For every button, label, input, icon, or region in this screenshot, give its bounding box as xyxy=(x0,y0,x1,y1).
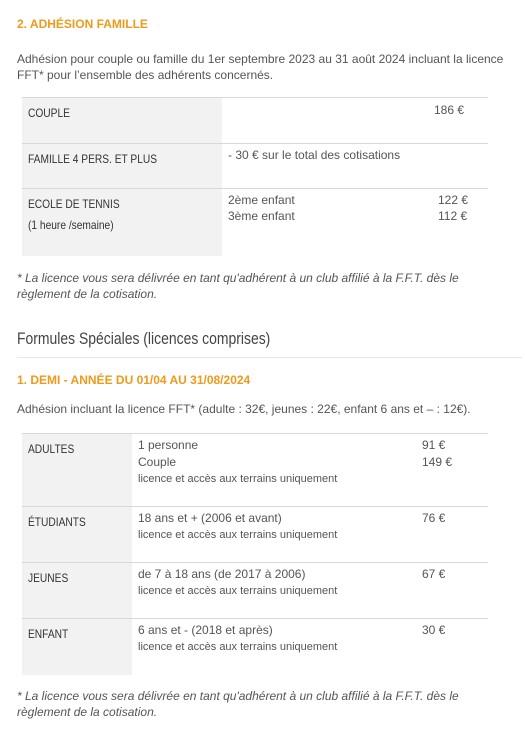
row-price: 186 € xyxy=(434,103,465,117)
row-price: 91 € xyxy=(422,438,446,452)
intro-line: Adhésion pour couple ou famille du 1er septembre 2023 au 31 août 2024 incluant la licence xyxy=(17,52,504,66)
formules-intro: Adhésion incluant la licence FFT* (adulte : 32€, jeunes : 22€, enfant 6 ans et – : 12€). xyxy=(17,402,471,416)
row-label: JEUNES xyxy=(28,571,69,585)
intro-line: FFT* pour l’ensemble des adhérents concernés. xyxy=(17,68,274,82)
row-label-cell xyxy=(22,98,222,144)
row-price: 67 € xyxy=(422,567,446,581)
row-price: 112 € xyxy=(438,209,468,223)
table-row xyxy=(22,506,488,563)
row-subtext: licence et accès aux terrains uniquement xyxy=(138,641,338,653)
row-label: ENFANT xyxy=(28,627,69,641)
section-title-adhesion-famille: 2. ADHÉSION FAMILLE xyxy=(17,17,148,31)
row-subtext: licence et accès aux terrains uniquement xyxy=(138,529,338,541)
row-label: ADULTES xyxy=(28,442,75,456)
heading-divider xyxy=(17,357,522,358)
row-subtext: licence et accès aux terrains uniquement xyxy=(138,585,338,597)
row-label: ECOLE DE TENNIS xyxy=(28,197,120,211)
row-label: FAMILLE 4 PERS. ET PLUS xyxy=(28,152,158,166)
row-price: 30 € xyxy=(422,623,446,637)
table-row xyxy=(22,433,488,507)
row-price: 149 € xyxy=(422,455,453,469)
row-description: de 7 à 18 ans (de 2017 à 2006) xyxy=(138,567,306,581)
row-description: 1 personne xyxy=(138,438,199,452)
note-line: règlement de la cotisation. xyxy=(17,287,158,301)
row-label: ÉTUDIANTS xyxy=(28,515,86,529)
license-note xyxy=(17,688,517,720)
note-line: règlement de la cotisation. xyxy=(17,705,158,719)
row-description: 2ème enfant xyxy=(228,193,295,207)
formules-heading: Formules Spéciales (licences comprises) xyxy=(17,329,271,348)
table-row xyxy=(22,188,488,256)
row-description: Couple xyxy=(138,455,177,469)
table-row xyxy=(22,143,488,189)
note-line: * La licence vous sera délivrée en tant qu'adhérent à un club affilié à la F.F.T. dès le xyxy=(17,689,459,703)
row-price: 76 € xyxy=(422,511,446,525)
row-price: 122 € xyxy=(438,193,469,207)
section-title-demi-annee: 1. DEMI - ANNÉE DU 01/04 AU 31/08/2024 xyxy=(17,373,251,387)
license-note xyxy=(17,270,517,302)
table-row xyxy=(22,562,488,619)
row-subtext: licence et accès aux terrains uniquement xyxy=(138,473,338,485)
row-description: - 30 € sur le total des cotisations xyxy=(228,148,401,162)
row-description: 3ème enfant xyxy=(228,209,295,223)
row-label-cell xyxy=(22,144,222,189)
row-description: 6 ans et - (2018 et après) xyxy=(138,623,273,637)
row-description: 18 ans et + (2006 et avant) xyxy=(138,511,282,525)
section-intro xyxy=(17,51,517,83)
table-row xyxy=(22,618,488,675)
row-label-sub: (1 heure /semaine) xyxy=(28,218,114,232)
row-label: COUPLE xyxy=(28,106,70,120)
note-line: * La licence vous sera délivrée en tant qu'adhérent à un club affilié à la F.F.T. dès le xyxy=(17,271,459,285)
table-row xyxy=(22,97,488,144)
